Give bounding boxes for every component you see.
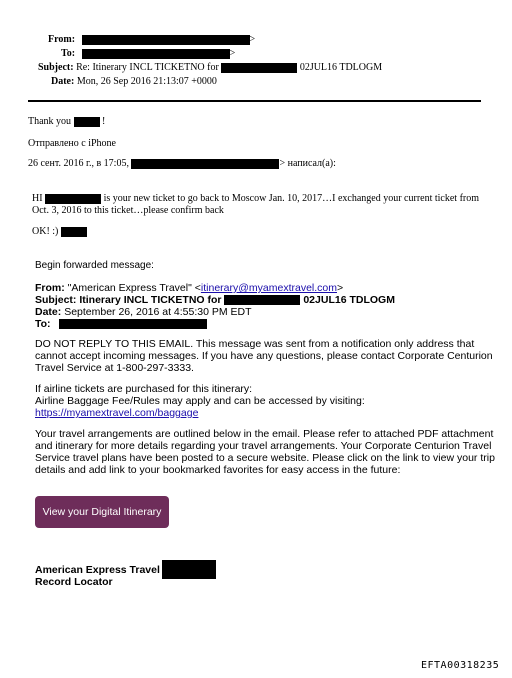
quote-prefix: 26 сент. 2016 г., в 17:05, <box>28 158 129 169</box>
header-date-row <box>51 76 217 87</box>
date-value: Mon, 26 Sep 2016 21:13:07 +0000 <box>76 76 217 87</box>
arrangements-line-2: and itinerary for more details regarding your travel arrangements. Your Corporate Centurion Travel <box>35 440 492 452</box>
notice-line-2: cannot accept incoming messages. If you have any questions, please contact Corporate Centurion <box>35 350 493 362</box>
subject-text: Re: Itinerary INCL TICKETNO for <box>76 62 219 73</box>
begin-forwarded: Begin forwarded message: <box>35 260 154 271</box>
gt-mark: > <box>249 34 256 45</box>
redacted-block <box>221 63 297 73</box>
from-label: From: <box>48 34 76 45</box>
view-itinerary-button[interactable]: View your Digital Itinerary <box>35 496 169 528</box>
locator-redaction <box>162 560 216 579</box>
fwd-to-label: To: <box>35 318 51 330</box>
hi-text: HI <box>32 193 43 204</box>
redacted-block <box>61 227 87 237</box>
locator-line-2: Record Locator <box>35 576 113 588</box>
locator-line-1: American Express Travel <box>35 564 160 576</box>
thank-you-line <box>28 116 105 128</box>
gt-mark: > <box>229 48 236 59</box>
bates-number: EFTA00318235 <box>421 660 500 671</box>
subject-label: Subject: <box>38 62 74 73</box>
redacted-block <box>82 35 250 45</box>
baggage-link-row <box>35 407 198 419</box>
baggage-line-2: Airline Baggage Fee/Rules may apply and can be accessed by visiting: <box>35 395 365 407</box>
redacted-block <box>59 319 207 329</box>
sent-from-line: Отправлено с iPhone <box>28 138 116 149</box>
thank-mark: ! <box>102 116 106 127</box>
arrangements-line-1: Your travel arrangements are outlined below in the email. Please refer to attached PDF attachment <box>35 428 494 440</box>
redacted-block <box>224 295 300 305</box>
redacted-block <box>45 194 101 204</box>
fwd-subject-label: Subject: <box>35 294 77 306</box>
arrangements-line-3: Service travel plans have been posted to a secure website. Please click on the link to view your trip <box>35 452 495 464</box>
fwd-from-value: "American Express Travel" < <box>67 282 201 294</box>
quote-intro-line <box>28 158 336 170</box>
fwd-from-row <box>35 282 343 294</box>
redacted-block <box>131 159 279 169</box>
date-label: Date: <box>51 76 75 87</box>
header-from-row <box>48 34 255 45</box>
message-line-2: Oct. 3, 2016 to this ticket…please confirm back <box>32 205 224 216</box>
to-label: To: <box>61 48 76 59</box>
message-text-1: is your new ticket to go back to Moscow Jan. 10, 2017…I exchanged your current ticket from <box>103 193 480 204</box>
fwd-subject-row <box>35 294 395 306</box>
arrangements-line-4: details and add link to your bookmarked favorites for easy access in the future: <box>35 464 401 476</box>
subject-tail: 02JUL16 TDLOGM <box>299 62 383 73</box>
header-divider <box>28 100 481 102</box>
ok-line <box>32 226 87 238</box>
fwd-from-label: From: <box>35 282 65 294</box>
fwd-to-row <box>35 318 207 330</box>
message-line-1 <box>32 193 479 205</box>
thank-you-text: Thank you <box>28 116 72 127</box>
fwd-subject-tail: 02JUL16 TDLOGM <box>303 294 395 306</box>
redacted-block <box>82 49 230 59</box>
notice-line-1: DO NOT REPLY TO THIS EMAIL. This message was sent from a notification only address that <box>35 338 475 350</box>
fwd-date-label: Date: <box>35 306 62 318</box>
redacted-block <box>74 117 100 127</box>
ok-text: OK! :) <box>32 226 59 237</box>
redacted-block <box>162 560 216 579</box>
notice-line-3: Travel Service at 1-800-297-3333. <box>35 362 194 374</box>
fwd-subject-text: Itinerary INCL TICKETNO for <box>79 294 222 306</box>
quote-suffix: > написал(а): <box>279 158 336 169</box>
fwd-date-value: September 26, 2016 at 4:55:30 PM EDT <box>64 306 252 318</box>
fwd-date-row <box>35 306 252 318</box>
header-subject-row <box>38 62 382 73</box>
fwd-from-close: > <box>337 282 344 294</box>
baggage-link[interactable]: https://myamextravel.com/baggage <box>35 407 199 419</box>
baggage-line-1: If airline tickets are purchased for this itinerary: <box>35 383 253 395</box>
header-to-row <box>61 48 235 59</box>
sender-email-link[interactable]: itinerary@myamextravel.com <box>200 282 337 294</box>
